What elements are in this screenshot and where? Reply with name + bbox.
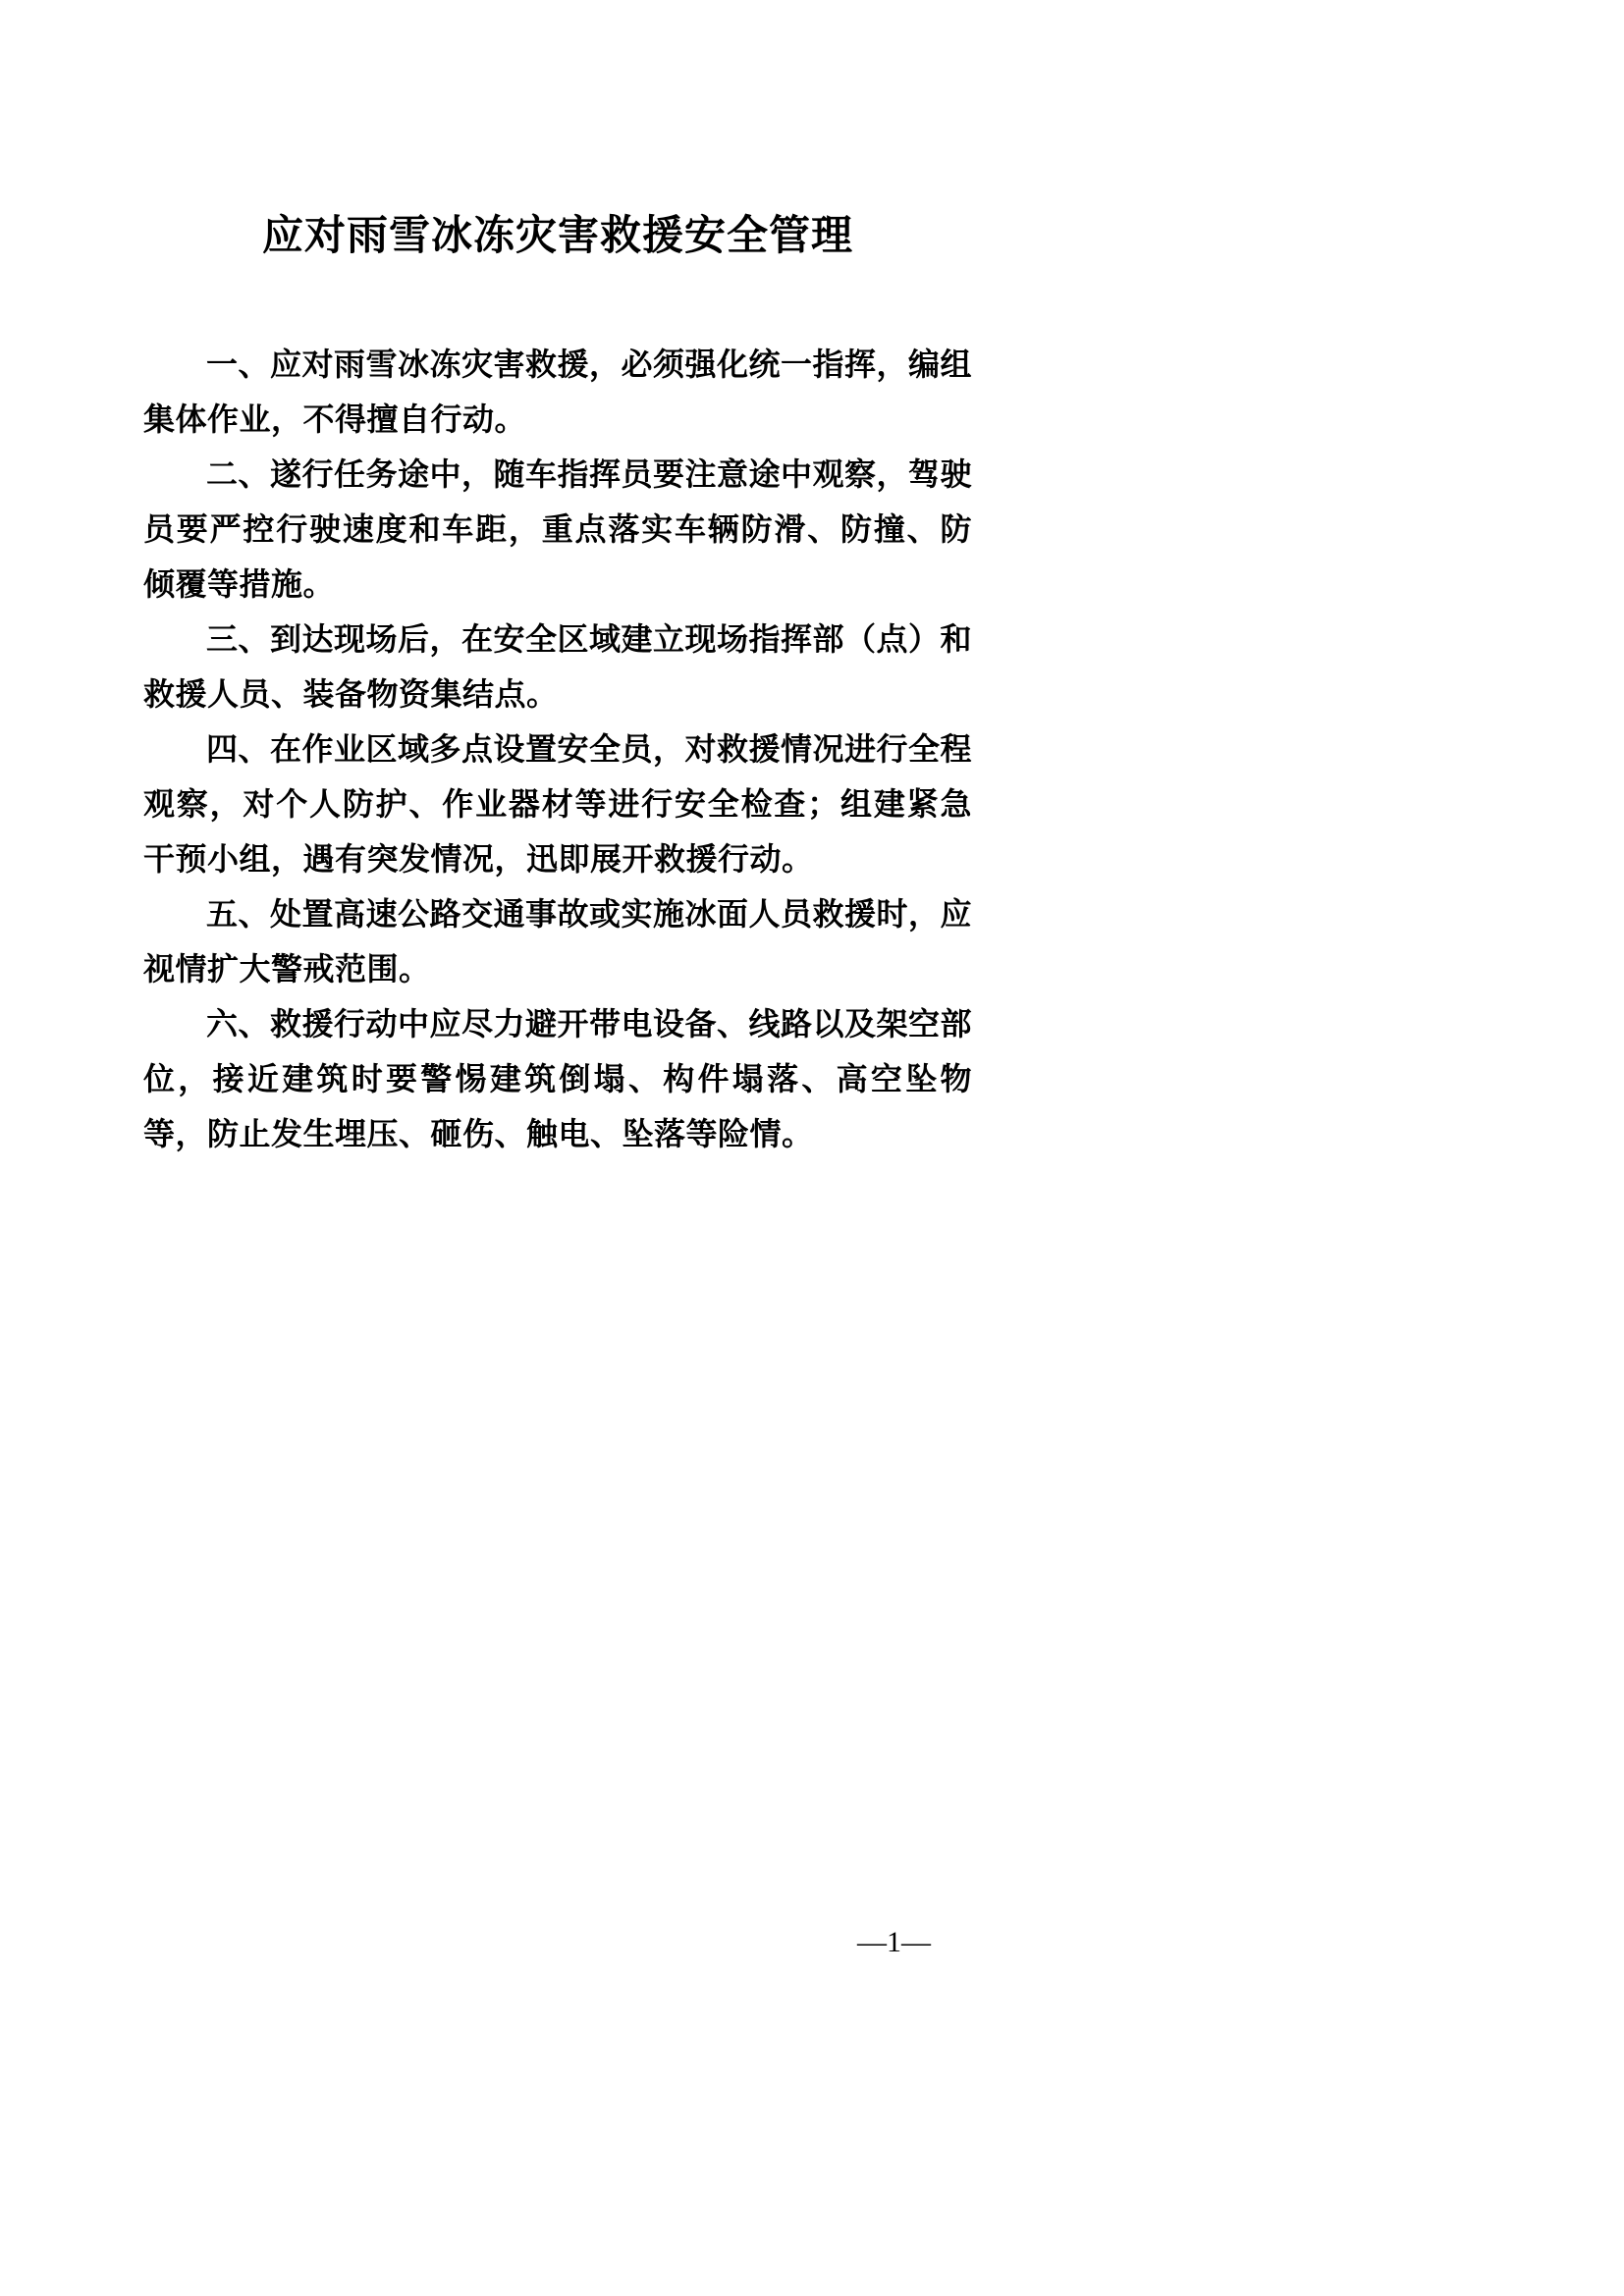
document-content (143, 211, 972, 1161)
paragraph-4: 四、在作业区域多点设置安全员，对救援情况进行全程观察，对个人防护、作业器材等进行安全检查；组建紧急干预小组，遇有突发情况，迅即展开救援行动。 (143, 731, 973, 877)
paragraph-3: 三、到达现场后，在安全区域建立现场指挥部（点）和救援人员、装备物资集结点。 (143, 621, 973, 712)
paragraph-1: 一、应对雨雪冰冻灾害救援，必须强化统一指挥，编组集体作业，不得擅自行动。 (143, 347, 973, 437)
paragraph-6: 六、救援行动中应尽力避开带电设备、线路以及架空部位，接近建筑时要警惕建筑倒塌、构件塌落、高空坠物等，防止发生埋压、砸伤、触电、坠落等险情。 (143, 1006, 973, 1151)
document-title: 应对雨雪冰冻灾害救援安全管理 (261, 212, 853, 258)
page-number: —1— (857, 1926, 931, 1958)
paragraph-2: 二、遂行任务途中，随车指挥员要注意途中观察，驾驶员要严控行驶速度和车距，重点落实车辆防滑、防撞、防倾覆等措施。 (143, 456, 973, 602)
paragraph-5: 五、处置高速公路交通事故或实施冰面人员救援时，应视情扩大警戒范围。 (143, 896, 973, 987)
